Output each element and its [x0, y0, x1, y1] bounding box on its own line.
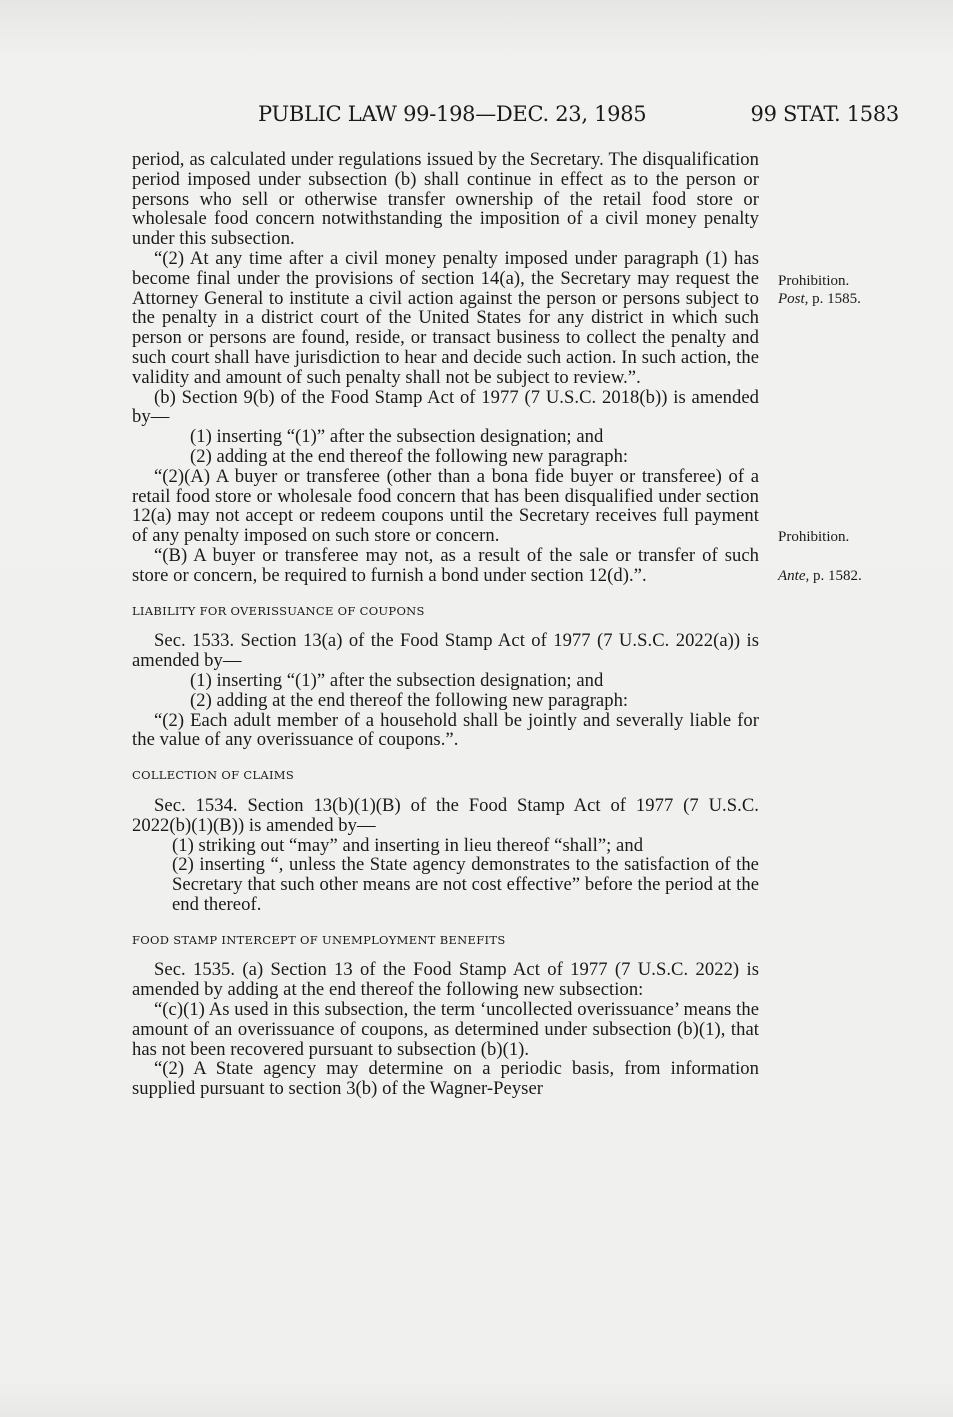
paragraph: Sec. 1534. Section 13(b)(1)(B) of the Food Stamp Act of 1977 (7 U.S.C. 2022(b)(1)(B)) is amended by—: [132, 794, 759, 836]
section-heading: COLLECTION OF CLAIMS: [132, 768, 295, 783]
list-item: (2) adding at the end thereof the following new paragraph:: [190, 689, 629, 711]
margin-note-ante: [778, 567, 862, 585]
section-heading: LIABILITY FOR OVERISSUANCE OF COUPONS: [132, 603, 425, 618]
paragraph: “(B) A buyer or transferee may not, as a result of the sale or transfer of such store or concern, be required to furnish a bond under section 12(d).”.: [132, 544, 759, 586]
margin-note-reference: Post, p. 1585.: [778, 291, 861, 307]
paragraph: “(2) At any time after a civil money penalty imposed under paragraph (1) has become final under the provisions of section 14(a), the Secretary may request the Attorney General to institute a civil action against the person or persons subject to the penalty in a district court of the United States for any district in which such person or persons are found, reside, or transact business to collect the penalty and such court shall have jurisdiction to hear and decide such action. In such action, the validity and amount of such penalty shall not be subject to review.”.: [132, 247, 759, 388]
paragraph: “(2) A State agency may determine on a periodic basis, from information supplied pursuant to section 3(b) of the Wagner-Peyser: [132, 1058, 759, 1100]
list-item: (2) inserting “, unless the State agency demonstrates to the satisfaction of the Secretary that such other means are not cost effective” before the period at the end thereof.: [172, 854, 759, 915]
paragraph: (b) Section 9(b) of the Food Stamp Act of 1977 (7 U.S.C. 2018(b)) is amended by—: [132, 386, 759, 428]
list-item: (1) inserting “(1)” after the subsection designation; and: [190, 426, 604, 448]
margin-note-prohibition: [778, 272, 861, 308]
paragraph: Sec. 1535. (a) Section 13 of the Food Stamp Act of 1977 (7 U.S.C. 2022) is amended by adding at the end thereof the following new subsection:: [132, 959, 759, 1001]
margin-note-label: Prohibition.: [778, 529, 850, 545]
paragraph: “(c)(1) As used in this subsection, the term ‘uncollected overissuance’ means the amount of an overissuance of coupons, as determined under subsection (b)(1), that has not been recovered pursuant to subsection (b)(1).: [132, 999, 759, 1060]
section-heading: FOOD STAMP INTERCEPT OF UNEMPLOYMENT BENEFITS: [132, 932, 506, 947]
list-item: (1) inserting “(1)” after the subsection designation; and: [190, 669, 604, 691]
paragraph: period, as calculated under regulations issued by the Secretary. The disqualification period imposed under subsection (b) shall continue in effect as to the person or persons who sell or otherwise transfer ownership of the retail food store or wholesale food concern notwithstanding the imposition of a civil money penalty under this subsection.: [132, 149, 759, 250]
document-body: [132, 150, 759, 1099]
header-title: PUBLIC LAW 99-198—DEC. 23, 1985: [258, 102, 647, 126]
paragraph: “(2) Each adult member of a household shall be jointly and severally liable for the value of any overissuance of coupons.”.: [132, 709, 759, 751]
list-item: (2) adding at the end thereof the following new paragraph:: [190, 445, 629, 467]
header-stat-page: 99 STAT. 1583: [750, 102, 899, 126]
margin-note-label: Prohibition.: [778, 273, 850, 289]
paragraph: “(2)(A) A buyer or transferee (other than a bona fide buyer or transferee) of a retail food store or wholesale food concern that has been disqualified under section 12(a) may not accept or redeem coupons until the Secretary receives full payment of any penalty imposed on such store or concern.: [132, 465, 759, 547]
page-header: [258, 102, 903, 132]
margin-note-reference: Ante, p. 1582.: [778, 568, 862, 584]
margin-note-prohibition: [778, 528, 849, 546]
paragraph: Sec. 1533. Section 13(a) of the Food Stamp Act of 1977 (7 U.S.C. 2022(a)) is amended by—: [132, 630, 759, 672]
list-item: (1) striking out “may” and inserting in lieu thereof “shall”; and: [172, 834, 644, 856]
